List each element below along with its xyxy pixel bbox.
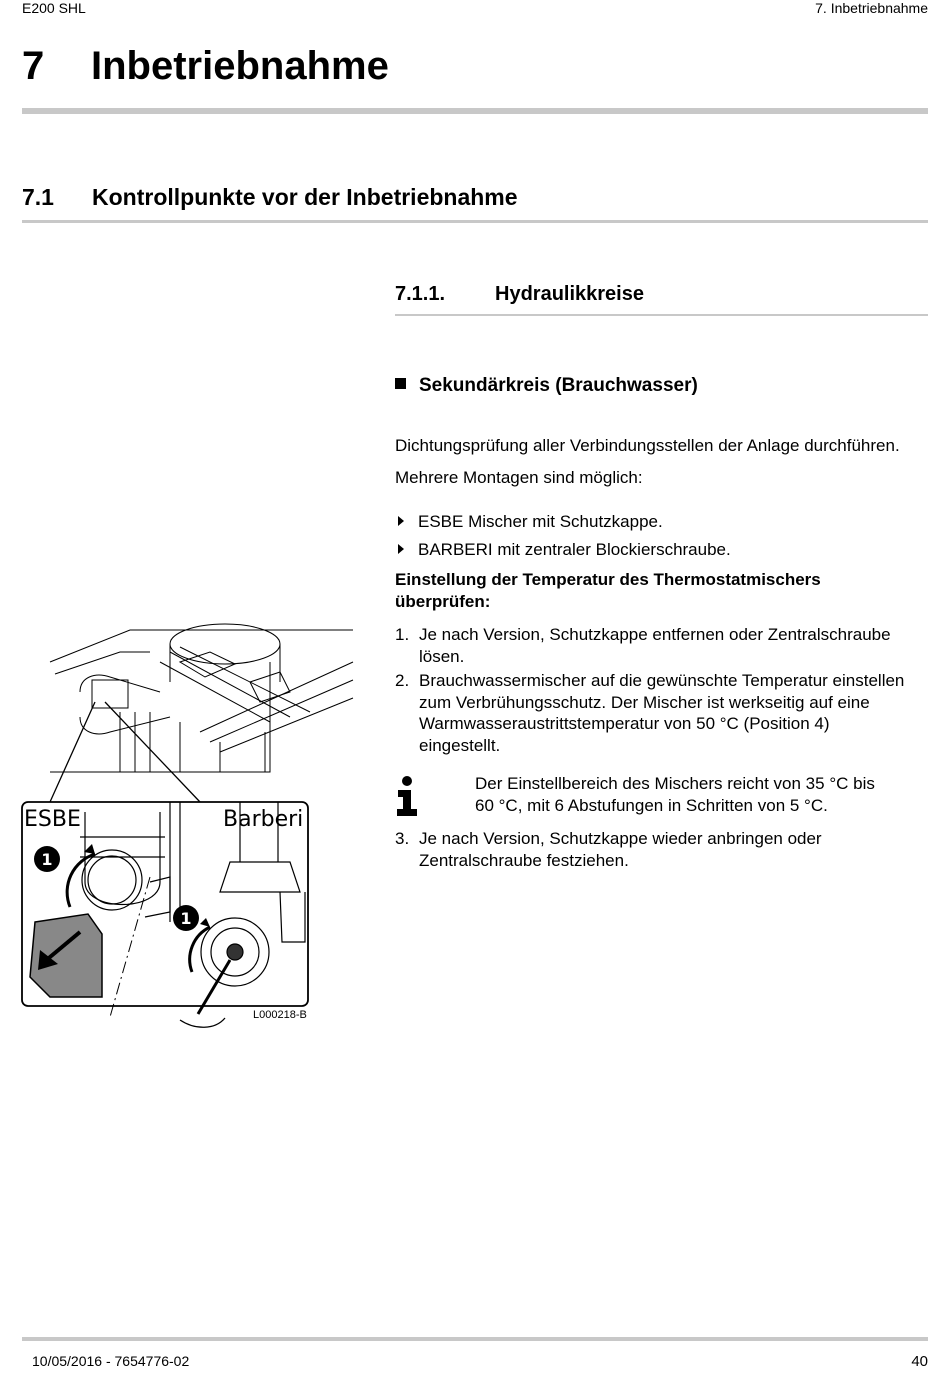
callout-badge: [173, 905, 199, 931]
svg-text:1: 1: [180, 909, 192, 928]
step-number: 3.: [395, 829, 410, 848]
instruction-heading-line1: Einstellung der Temperatur des Thermostatmischers: [395, 570, 821, 589]
step-2: 2. Brauchwassermischer auf die gewünschte Temperatur einstellen zum Verbrühungsschutz. Der Mischer ist werkseitig auf eine Warmwasseraustrittstemperatur von 50 °C (Position 4) eingestellt.: [395, 671, 905, 755]
bullet-item: ESBE Mischer mit Schutzkappe.: [398, 511, 663, 533]
barberi-label: Barberi: [223, 807, 304, 832]
section-title: [22, 184, 518, 211]
callout-badge: [34, 846, 60, 872]
section-rule: [22, 220, 928, 223]
intro-text-2: Mehrere Montagen sind möglich:: [395, 468, 643, 487]
header-chapter: 7. Inbetriebnahme: [815, 0, 928, 16]
square-bullet-icon: [395, 378, 406, 389]
screwdriver-rotate-icon: [180, 1018, 225, 1027]
bullet-item: BARBERI mit zentraler Blockierschraube.: [398, 539, 731, 561]
instruction-heading-line2: überprüfen:: [395, 592, 491, 611]
step-1: 1. Je nach Version, Schutzkappe entfernen oder Zentralschraube lösen.: [395, 625, 891, 666]
intro-text-1: Dichtungsprüfung aller Verbindungsstellen der Anlage durchführen.: [395, 436, 900, 455]
chapter-number: 7: [22, 44, 45, 88]
paragraph-title-text: Sekundärkreis (Brauchwasser): [419, 375, 698, 396]
subsection-number: 7.1.1.: [395, 283, 446, 305]
protective-cap-drawing: [30, 914, 102, 997]
esbe-label: ESBE: [24, 807, 81, 832]
installation-drawing: [50, 624, 353, 772]
section-number: 7.1: [22, 184, 54, 210]
paragraph-title: [395, 375, 698, 397]
triangle-bullet-icon: [398, 544, 404, 554]
step-number: 1.: [395, 625, 410, 644]
chapter-rule: [22, 108, 928, 114]
section-title-text: Kontrollpunkte vor der Inbetriebnahme: [92, 184, 518, 210]
chapter-title-text: Inbetriebnahme: [91, 44, 389, 88]
chapter-title: [22, 44, 389, 89]
subsection-rule: [395, 314, 928, 316]
callout-lines: [50, 702, 200, 802]
footer-date-ref: 10/05/2016 - 7654776-02: [32, 1353, 190, 1369]
info-icon: [395, 776, 419, 816]
step-3: 3. Je nach Version, Schutzkappe wieder anbringen oder Zentralschraube festziehen.: [395, 829, 822, 870]
header-doc-name: E200 SHL: [22, 0, 86, 16]
svg-text:1: 1: [41, 850, 53, 869]
triangle-bullet-icon: [398, 516, 404, 526]
subsection-title: [395, 283, 644, 306]
step-number: 2.: [395, 671, 410, 690]
subsection-title-text: Hydraulikkreise: [495, 283, 644, 305]
mixer-valve-figure: [20, 622, 360, 1032]
footer-rule: [22, 1337, 928, 1341]
info-note: Der Einstellbereich des Mischers reicht von 35 °C bis 60 °C, mit 6 Abstufungen in Schritten von 5 °C.: [475, 774, 875, 815]
page-number: 40: [911, 1353, 928, 1370]
figure-code: L000218-B: [253, 1009, 307, 1021]
